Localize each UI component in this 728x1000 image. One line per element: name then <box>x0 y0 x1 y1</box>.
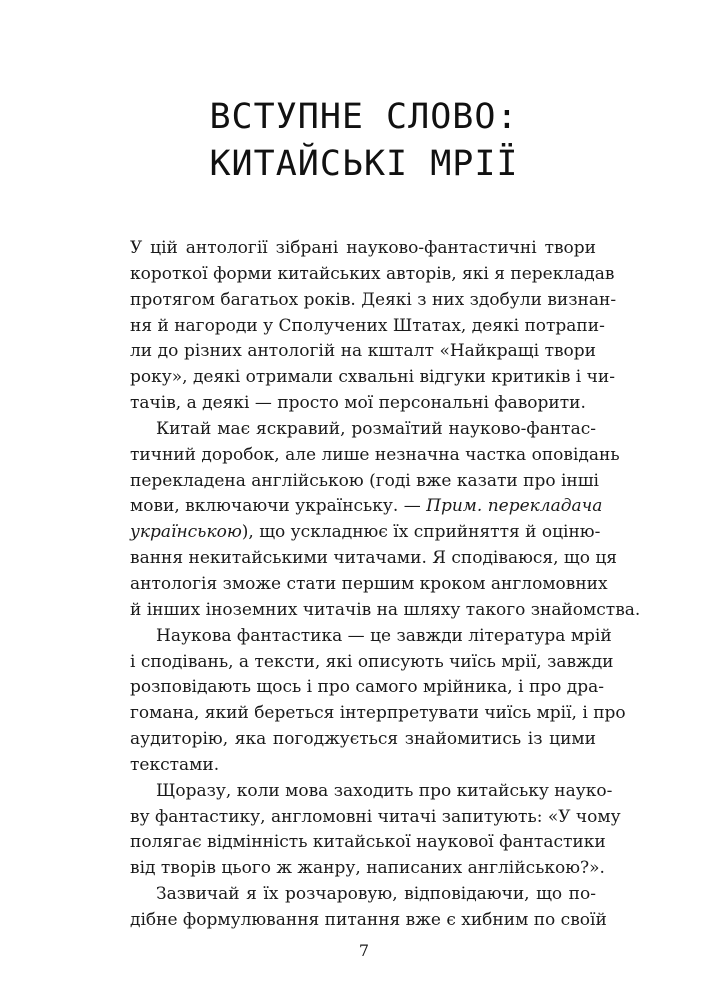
text-line: тичний доробок, але лише незначна частка оповідань <box>130 444 620 465</box>
text-line: від творів цього ж жанру, написаних англійською?». <box>130 858 605 879</box>
text-line: вання некитайськими читачами. Я сподіваюся, що ця <box>130 548 618 569</box>
text-line: текстами. <box>130 754 220 775</box>
paragraph <box>130 236 617 417</box>
paragraph <box>130 624 626 779</box>
text-line: антологія зможе стати першим кроком англомовних <box>130 573 608 594</box>
text-line: тачів, а деякі — просто мої персональні фаворити. <box>130 393 586 414</box>
text-line: перекладена англійською (годі вже казати про інші <box>130 470 599 491</box>
page-number: 7 <box>358 941 370 960</box>
italic-note: українською <box>130 522 242 543</box>
text-line: полягає відмінність китайської наукової фантастики <box>130 832 606 853</box>
text-line: українською), що ускладнює їх сприйняття й оціню- <box>130 522 601 543</box>
text-line: Китай має яскравий, розмаїтий науково-фантас- <box>156 418 596 439</box>
text-line: Щоразу, коли мова заходить про китайську науко- <box>156 780 613 801</box>
body-text <box>130 236 641 934</box>
text-line: Зазвичай я їх розчаровую, відповідаючи, що по- <box>156 884 596 905</box>
text-line: ву фантастику, англомовні читачі запитують: «У чому <box>130 806 621 827</box>
text-line: У цій антології зібрані науково-фантастичні твори <box>130 238 596 258</box>
chapter-title-line-1: ВСТУПНЕ СЛОВО: <box>209 97 519 137</box>
text-line: року», деякі отримали схвальні відгуки критиків і чи- <box>130 367 615 388</box>
text-line: дібне формулювання питання вже є хибним по своїй <box>130 909 607 930</box>
text-line: і сподівань, а тексти, які описують чиїсь мрії, завжди <box>130 651 614 672</box>
text-line: аудиторію, яка погоджується знайомитись із цими <box>130 729 596 750</box>
paragraph <box>130 882 607 934</box>
italic-note: Прим. перекладача <box>426 496 603 517</box>
text-line: короткої форми китайських авторів, які я перекладав <box>130 263 615 284</box>
text-line: протягом багатьох років. Деякі з них здобули визнан- <box>130 289 617 310</box>
paragraph <box>130 417 641 624</box>
text-line: ли до різних антологій на кшталт «Найкращі твори <box>130 341 596 362</box>
paragraph <box>130 779 621 882</box>
text-line: ня й нагороди у Сполучених Штатах, деякі потрапи- <box>130 315 605 336</box>
text-line: й інших іноземних читачів на шляху такого знайомства. <box>130 599 641 620</box>
text-line: гомана, який береться інтерпретувати чиїсь мрії, і про <box>130 703 626 724</box>
text-line: Наукова фантастика — це завжди література мрій <box>156 625 612 646</box>
chapter-title-line-2: КИТАЙСЬКІ МРІЇ <box>209 144 519 184</box>
text-line: мови, включаючи українську. — Прим. перекладача <box>130 496 603 517</box>
text-line: розповідають щось і про самого мрійника, і про дра- <box>130 677 605 698</box>
